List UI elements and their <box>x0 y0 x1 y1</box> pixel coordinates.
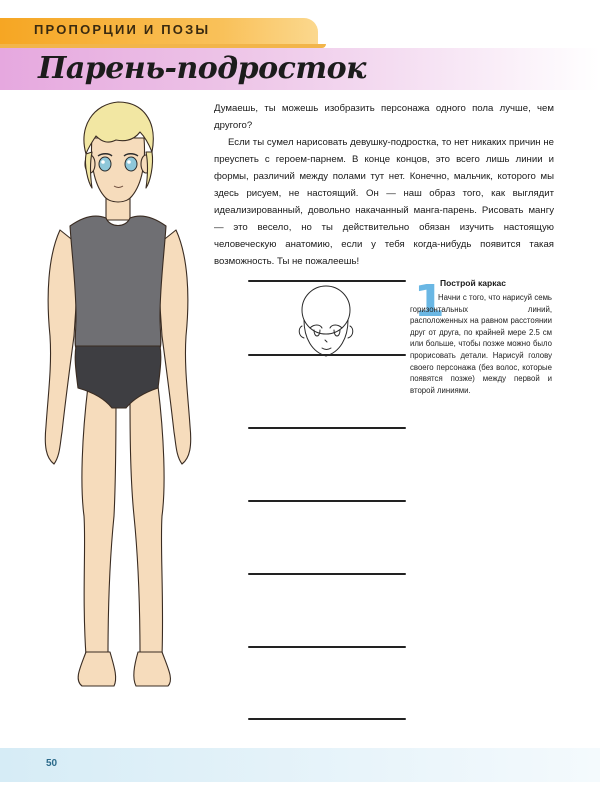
step-text <box>410 292 552 396</box>
guide-line <box>248 646 406 648</box>
step-title: Построй каркас <box>440 278 506 288</box>
head-sketch <box>290 282 364 362</box>
section-label: ПРОПОРЦИИ И ПОЗЫ <box>34 22 211 37</box>
guide-line <box>248 718 406 720</box>
intro-paragraph-1: Думаешь, ты можешь изобразить персонажа одного пола лучше, чем другого? <box>214 103 554 131</box>
intro-paragraph-2: Если ты сумел нарисовать девушку-подростка, то нет никаких причин не преуспеть с героем-парнем. В конце концов, это всего лишь линии и формы, различий между полами тут нет. Конечно, мальчик, которого мы здесь рисуем, не настоящий. Он — наш образ того, как выглядит идеализированный, довольно накачанный манга-парень. Рисовать мангу — это весело, но ты действительно обязан изучить настоящую человеческую анатомию, если у тебя когда-нибудь появится такая возможность. Ты не пожалеешь! <box>214 137 554 267</box>
teen-boy-illustration <box>30 96 205 696</box>
guide-line <box>248 500 406 502</box>
footer-band <box>0 748 600 782</box>
intro-text <box>214 100 554 270</box>
step-body: Начни с того, что нарисуй семь горизонтальных линий, расположенных на равном расстоянии друг от друга, по крайней мере 2.5 см или больше, чтобы позже можно было прорисовать детали. Нарисуй голову своего персонажа (без волос, которые появятся позже) между первой и второй линиями. <box>410 293 552 395</box>
page-number: 50 <box>46 758 58 769</box>
step-number: 1 <box>414 276 445 327</box>
guide-line <box>248 573 406 575</box>
guide-line <box>248 427 406 429</box>
page-title: Парень-подросток <box>38 51 366 86</box>
